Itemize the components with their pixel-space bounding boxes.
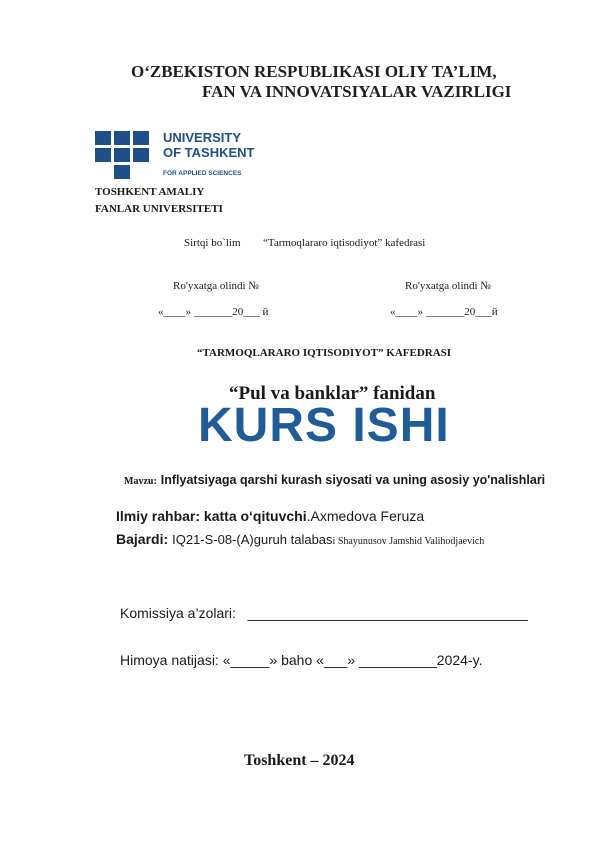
topic-value: Inflyatsiyaga qarshi kurash siyosati va uning asosiy yo'nalishlari xyxy=(160,473,546,487)
supervisor-name: .Axmedova Feruza xyxy=(306,508,425,524)
university-logo xyxy=(95,131,255,181)
department-name: Sirtqi bo`lim xyxy=(184,237,241,249)
student-line xyxy=(116,531,484,549)
student-group: IQ21-S-08-(A)guruh talabas xyxy=(172,532,333,547)
student-label: Bajardi: xyxy=(116,531,169,547)
logo-mark-icon xyxy=(95,131,153,179)
defense-result-line: Himoya natijasi: «_____» baho «___» __________2024-y. xyxy=(120,652,483,668)
supervisor-label: Ilmiy rahbar: katta o‘qituvchi xyxy=(116,508,307,524)
commission-label: Komissiya a’zolari: xyxy=(120,605,236,621)
ministry-line-2: FAN VA INNOVATSIYALAR VAZIRLIGI xyxy=(202,82,512,101)
topic-line xyxy=(124,471,545,489)
registration-left-label: Ro'yxatga olindi № xyxy=(173,280,259,292)
registration-right-date: «____» _______20___й xyxy=(390,306,498,318)
subject-title: “Pul va banklar” fanidan xyxy=(229,383,436,404)
footer-city-year: Toshkent – 2024 xyxy=(244,752,355,769)
topic-label: Mavzu: xyxy=(124,476,157,487)
logo-text-applied-sciences: FOR APPLIED SCIENCES xyxy=(163,170,242,177)
logo-text-university: UNIVERSITY xyxy=(163,130,242,145)
commission-blank: ____________________________________ xyxy=(247,605,528,621)
work-type-title: KURS ISHI xyxy=(198,399,450,452)
university-name-line-1: TOSHKENT AMALIY xyxy=(95,186,205,198)
kafedra-title: “TARMOQLARARO IQTISODIYOT” KAFEDRASI xyxy=(197,347,452,359)
registration-left-date: «____» _______20___ й xyxy=(158,306,269,318)
logo-text-of-tashkent: OF TASHKENT xyxy=(163,145,255,160)
commission-line xyxy=(120,605,528,621)
university-name-line-2: FANLAR UNIVERSITETI xyxy=(95,203,223,215)
registration-right-label: Ro'yxatga olindi № xyxy=(405,280,491,292)
student-name: i Shayunusov Jamshid Valihodjaevich xyxy=(332,536,485,547)
ministry-line-1: O‘ZBEKISTON RESPUBLIKASI OLIY TA’LIM, xyxy=(131,62,497,81)
supervisor-line xyxy=(116,508,424,526)
kafedra-name: “Tarmoqlararo iqtisodiyot” kafedrasi xyxy=(263,237,426,249)
